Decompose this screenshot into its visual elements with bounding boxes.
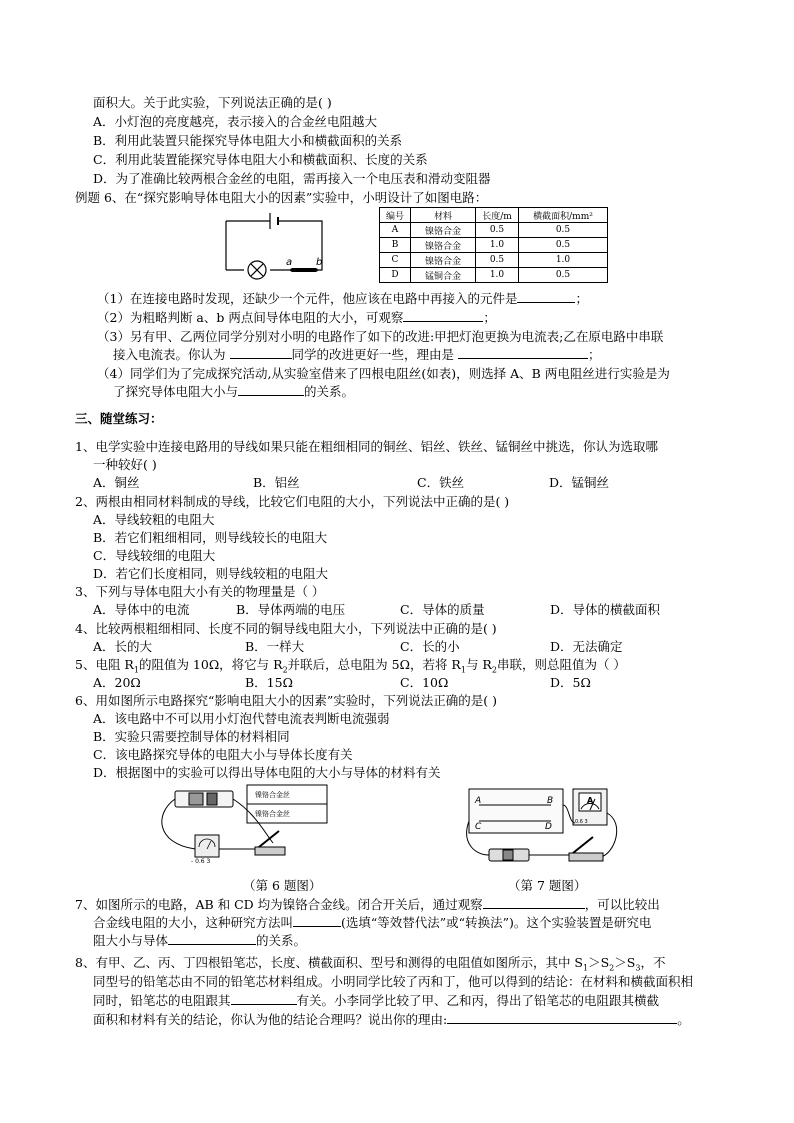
option-a: A．20Ω — [93, 675, 141, 690]
answer-blank[interactable] — [447, 1011, 677, 1024]
wire-label-top: 镍铬合金丝 — [255, 791, 290, 799]
option-d: D．为了准确比较两根合金丝的电阻，需再接入一个电压表和滑动变阻器 — [93, 171, 491, 186]
q6-apparatus-figure — [155, 783, 345, 863]
q8-line1: 8、有甲、乙、丙、丁四根铅笔芯，长度、横截面积、型号和测得的电阻值如图所示，其中 $S_1>S_2>S_3$，不 — [75, 955, 666, 973]
option-c: C．该电路探究导体的电阻大小与导体长度有关 — [93, 747, 353, 762]
option-b: B．铝丝 — [253, 475, 300, 490]
ammeter-icon — [191, 835, 219, 863]
answer-blank[interactable] — [231, 992, 297, 1005]
table-cell: 镍铬合金 — [411, 253, 476, 268]
option-a: A．该电路中不可以用小灯泡代替电流表判断电流强弱 — [93, 711, 390, 726]
meter-ticks: 0.6 3 — [575, 819, 588, 825]
table-cell: D — [380, 268, 411, 283]
ex6-q2: （2）为粗略判断 a、b 两点间导体电阻的大小，可观察 ； — [97, 310, 496, 325]
ex6-q3-line2: 接入电流表。你认为 同学的改进更好一些，理由是 ； — [113, 347, 601, 362]
option-a: A．导体中的电流 — [93, 602, 190, 617]
wire-label-bottom: 镍铬合金丝 — [255, 810, 290, 818]
option-d: D．无法确定 — [550, 639, 623, 654]
q-continued-stem: 面积大。关于此实验，下列说法正确的是( ) — [93, 95, 332, 110]
table-cell: 0.5 — [476, 253, 519, 268]
q6-stem: 6、用如图所示电路探究“影响电阻大小的因素”实验时，下列说法正确的是( ) — [75, 693, 497, 708]
q7-line2: 合金线电阻的大小，这种研究方法叫 (选填“等效替代法”或“转换法”)。这个实验装置是研究电 — [93, 915, 652, 930]
ex6-q4-line1: （4）同学们为了完成探究活动,从实验室借来了四根电阻丝(如表)，则选择 A、B 两电阻丝进行实验是为 — [97, 366, 670, 381]
point-b-label: b — [316, 257, 323, 268]
option-b: B．导体两端的电压 — [236, 602, 346, 617]
table-cell: 1.0 — [519, 253, 608, 268]
q8-line2: 同型号的铅笔芯由不同的铅笔芯材料组成。小明同学比较了丙和丁，他可以得到的结论：在材料和横截面积相 — [93, 974, 694, 989]
example6-title: 例题 6、在“探究影响导体电阻大小的因素”实验中，小明设计了如图电路： — [75, 190, 488, 205]
q7-apparatus-figure — [465, 783, 635, 875]
table-cell: C — [380, 253, 411, 268]
option-a: A．长的大 — [93, 639, 153, 654]
option-b: B．若它们粗细相同，则导线较长的电阻大 — [93, 530, 328, 545]
table-cell: 1.0 — [476, 268, 519, 283]
q4-stem: 4、比较两根粗细相同、长度不同的铜导线电阻大小，下列说法中正确的是( ) — [75, 621, 497, 636]
q3-stem: 3、下列与导体电阻大小有关的物理量是（ ） — [75, 584, 325, 599]
q5-stem: 5、电阻 $R_1$的阻值为 10Ω，将它与 $R_2$并联后，总电阻为 5Ω，若将 $R_1$与 $R_2$串联，则总阻值为（ ） — [75, 657, 626, 675]
q1-stem-line2: 一种较好( ) — [93, 457, 157, 472]
point-C-label: C — [475, 822, 482, 832]
table-row — [380, 238, 608, 253]
option-c: C．10Ω — [400, 675, 449, 690]
option-b: B．实验只需要控制导体的材料相同 — [93, 729, 290, 744]
option-d: D．锰铜丝 — [549, 475, 610, 490]
ex6-q3-line1: （3）另有甲、乙两位同学分别对小明的电路作了如下的改进:甲把灯泡更换为电流表;乙在原电路中串联 — [97, 329, 664, 344]
figure-caption-7: （第 7 题图） — [508, 878, 587, 893]
ammeter-a-label: A — [587, 796, 594, 805]
answer-blank[interactable] — [230, 346, 292, 359]
answer-blank[interactable] — [403, 309, 483, 322]
q8-line4: 面积和材料有关的结论，你认为他的结论合理吗？说出你的理由: 。 — [93, 1012, 690, 1027]
ex6-q1: （1）在连接电路时发现，还缺少一个元件，他应该在电路中再接入的元件是 ； — [97, 291, 588, 306]
option-a: A．导线较粗的电阻大 — [93, 512, 215, 527]
answer-blank[interactable] — [238, 383, 304, 396]
q8-line3: 同时，铅笔芯的电阻跟其 有关。小李同学比较了甲、乙和丙，得出了铅笔芯的电阻跟其横截 — [93, 993, 660, 1008]
option-a: A．铜丝 — [93, 475, 140, 490]
point-a-label: a — [286, 257, 293, 268]
table-cell: 镍铬合金 — [411, 223, 476, 238]
table-cell: 0.5 — [519, 223, 608, 238]
q2-stem: 2、两根由相同材料制成的导线，比较它们电阻的大小，下列说法中正确的是( ) — [75, 494, 510, 509]
table-row — [380, 223, 608, 238]
table-cell: 1.0 — [476, 238, 519, 253]
option-c: C．利用此装置能探究导体电阻大小和横截面积、长度的关系 — [93, 152, 428, 167]
q7-line3: 阻大小与导体 的关系。 — [93, 933, 307, 948]
figure-caption-6: （第 6 题图） — [243, 878, 322, 893]
table-row — [380, 268, 608, 283]
answer-blank[interactable] — [517, 290, 575, 303]
table-row — [380, 253, 608, 268]
table-header-row — [380, 208, 608, 223]
table-header: 长度/m — [476, 208, 519, 223]
table-cell: 镍铬合金 — [411, 238, 476, 253]
option-c: C．导体的质量 — [400, 602, 485, 617]
meter-ticks: - 0.6 3 — [191, 858, 211, 863]
answer-blank[interactable] — [293, 914, 341, 927]
q3-options — [93, 601, 660, 619]
answer-blank[interactable] — [168, 932, 256, 945]
option-d: D．导体的横截面积 — [550, 602, 661, 617]
example6-circuit-diagram — [220, 207, 340, 285]
q4-options — [93, 638, 623, 656]
option-d: D．若它们长度相同，则导线较粗的电阻大 — [93, 566, 329, 581]
ex6-q4-line2: 了探究导体电阻大小与 的关系。 — [113, 384, 355, 399]
q1-options — [93, 474, 609, 492]
q1-stem-line1: 1、电学实验中连接电路用的导线如果只能在粗细相同的铜丝、铝丝、铁丝、锰铜丝中挑选，你认为选取哪 — [75, 439, 658, 454]
option-c: C．铁丝 — [417, 475, 465, 490]
option-b: B．一样大 — [245, 639, 305, 654]
option-b: B．15Ω — [245, 675, 293, 690]
point-A-label: A — [475, 796, 482, 806]
section-title: 三、随堂练习： — [75, 411, 163, 426]
option-c: C．长的小 — [400, 639, 460, 654]
q5-options — [93, 674, 591, 692]
switch-icon — [255, 831, 285, 855]
answer-blank[interactable] — [483, 896, 585, 909]
point-D-label: D — [545, 822, 552, 832]
option-d: D．根据图中的实验可以得出导体电阻的大小与导体的材料有关 — [93, 765, 441, 780]
table-cell: 0.5 — [476, 223, 519, 238]
table-cell: B — [380, 238, 411, 253]
table-header: 横截面积/mm² — [519, 208, 608, 223]
option-a: A．小灯泡的亮度越亮，表示接入的合金丝电阻越大 — [93, 114, 378, 129]
option-d: D．5Ω — [550, 675, 591, 690]
table-cell: 0.5 — [519, 238, 608, 253]
resistance-wire-table — [379, 207, 608, 283]
q7-line1: 7、如图所示的电路，AB 和 CD 均为镍铬合金线。闭合开关后，通过观察 ，可以比较出 — [75, 897, 660, 912]
option-b: B．利用此装置只能探究导体电阻大小和横截面积的关系 — [93, 133, 403, 148]
table-header: 编号 — [380, 208, 411, 223]
option-c: C．导线较细的电阻大 — [93, 548, 216, 563]
table-cell: A — [380, 223, 411, 238]
table-cell: 0.5 — [519, 268, 608, 283]
table-header: 材料 — [411, 208, 476, 223]
table-cell: 锰铜合金 — [411, 268, 476, 283]
point-B-label: B — [547, 796, 554, 806]
answer-blank[interactable] — [458, 346, 588, 359]
